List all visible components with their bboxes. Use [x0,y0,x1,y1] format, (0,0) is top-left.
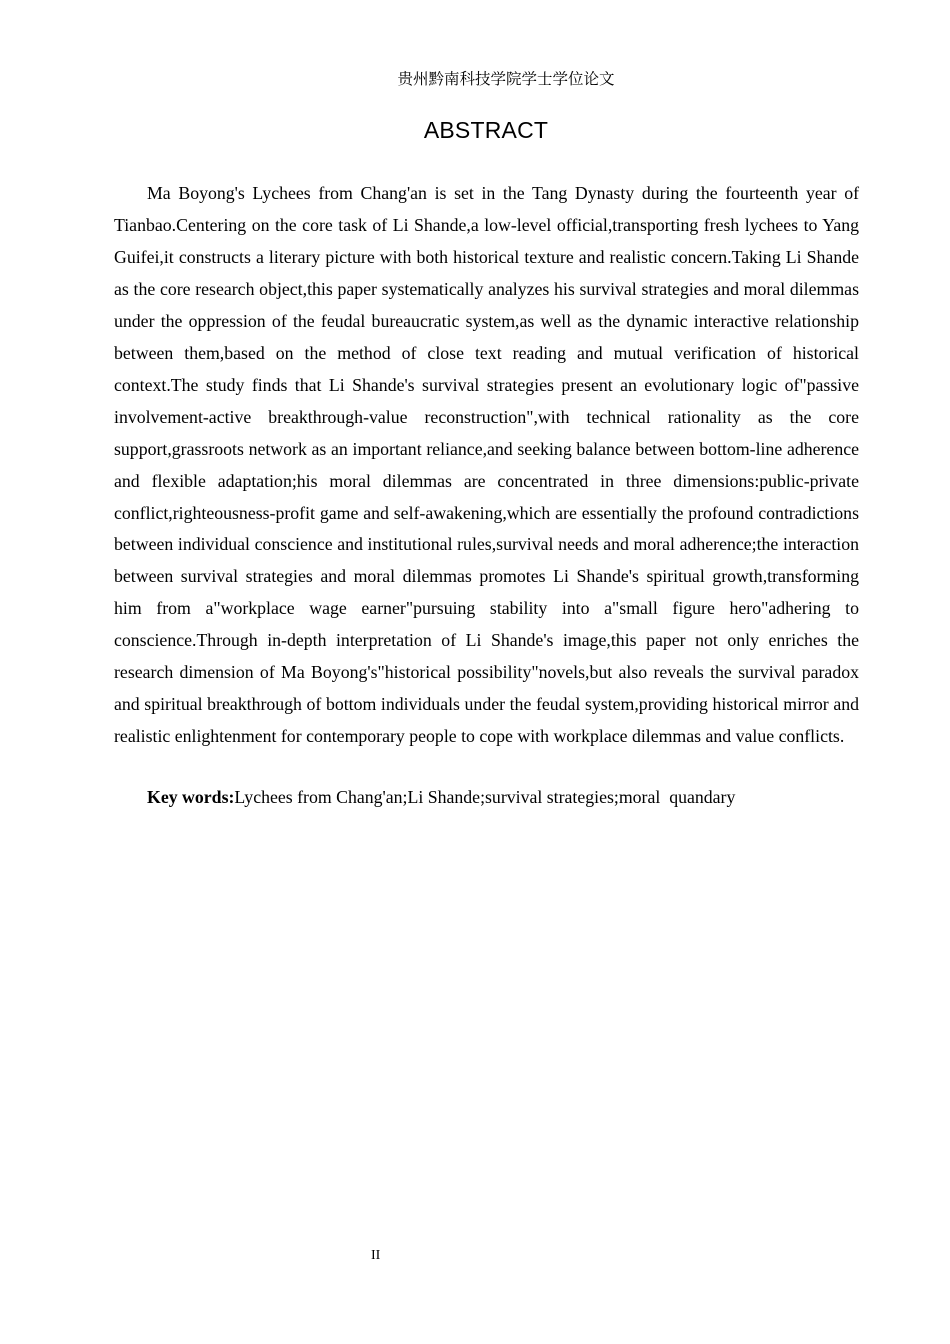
keywords-line [114,783,859,811]
running-header: 贵州黔南科技学院学士学位论文 [397,70,615,88]
abstract-body: Ma Boyong's Lychees from Chang'an is set in the Tang Dynasty during the fourteenth year of Tianbao.Centering on the core task of Li Shande,a low-level official,transporting fresh lychees to Yang Guifei,it constructs a literary picture with both historical texture and realistic concern.Taking Li Shande as the core research object,this paper systematically analyzes his survival strategies and moral dilemmas under the oppression of the feudal bureaucratic system,as well as the dynamic interactive relationship between them,based on the method of close text reading and mutual verification of historical context.The study finds that Li Shande's survival strategies present an evolutionary logic of"passive involvement-active breakthrough-value reconstruction",with technical rationality as the core support,grassroots network as an important reliance,and seeking balance between bottom-line adherence and flexible adaptation;his moral dilemmas are concentrated in three dimensions:public-private conflict,righteousness-profit game and self-awakening,which are essentially the profound contradictions between individual conscience and institutional rules,survival needs and moral adherence;the interaction between survival strategies and moral dilemmas promotes Li Shande's spiritual growth,transforming him from a"workplace wage earner"pursuing stability into a"small figure hero"adhering to conscience.Through in-depth interpretation of Li Shande's image,this paper not only enriches the research dimension of Ma Boyong's"historical possibility"novels,but also reveals the survival paradox and spiritual breakthrough of bottom individuals under the feudal system,providing historical mirror and realistic enlightenment for contemporary people to cope with workplace dilemmas and value conflicts. [114,183,859,747]
keywords-label: Key words: [147,787,235,807]
keywords-value: Lychees from Chang'an;Li Shande;survival strategies;moral quandary [234,787,736,807]
page-title: ABSTRACT [423,117,549,143]
page-number: II [371,1248,381,1263]
